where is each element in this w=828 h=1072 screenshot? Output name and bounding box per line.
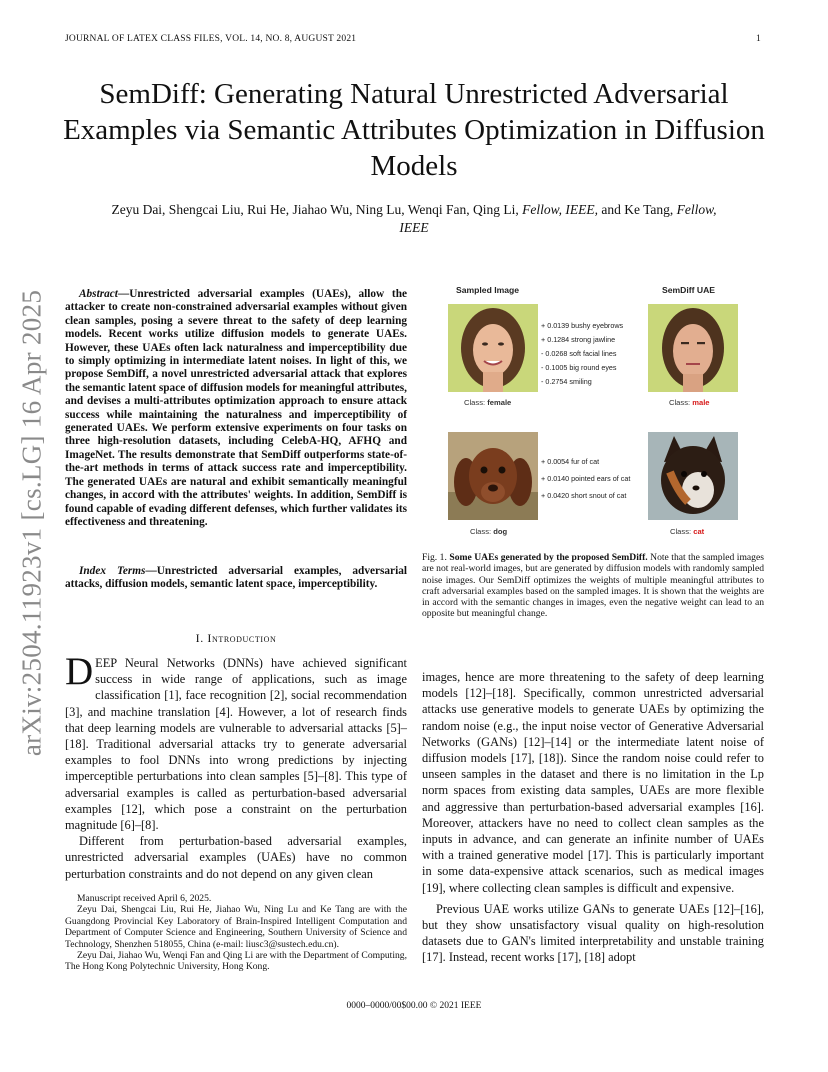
index-terms-label: Index Terms [79,565,146,577]
semdiff-face-image [648,304,738,392]
section-numeral: I. [195,631,204,645]
authors-fellow-2: Fellow, IEEE [399,202,717,235]
introduction-body [65,650,407,882]
abstract-text: —Unrestricted adversarial examples (UAEs), allow the attacker to create non-constrained adversarial examples without given clean samples, posing a severe threat to the safety of deep learning models. Recent works utilize diffusion models to generate UAEs. However, these UAEs often lack naturalness and imperceptibility due to simply optimizing in intermediate latent noises. In light of this, we propose SemDiff, a novel unrestricted adversarial attack that explores the semantic latent space of diffusion models for meaningful attributes, and devises a multi-attributes optimization approach to ensure attack success while maintaining the naturalness and imperceptibility of generated UAEs. We perform extensive experiments on four tasks on three high-resolution datasets, including CelebA-HQ, AFHQ and ImageNet. The results demonstrate that SemDiff outperforms state-of-the-art methods in terms of attack success rate and imperceptibility. The generated UAEs are natural and exhibit semantically meaningful changes, in accord with the attributes' weights. In addition, SemDiff is found capable of evading different defenses, which further validates its effectiveness and threatening. [65,288,407,528]
face-attr-2: + 0.1284 strong jawline [541,335,616,344]
section-name: Introduction [207,631,277,645]
animal-attr-3: + 0.0420 short snout of cat [541,491,627,500]
authors-and: and Ke Tang, [601,202,674,217]
face-attr-1: + 0.0139 bushy eyebrows [541,321,624,330]
arxiv-stamp [12,283,52,763]
drop-cap: D [65,650,94,693]
class-label-female: Class: female [464,398,512,407]
intro-paragraph-2: Different from perturbation-based adversarial examples, unrestricted adversarial examples (UAEs) have no common perturbation constraints and do not depend on any given clean [65,834,407,881]
semdiff-cat-image [648,432,738,520]
intro-p1-text: EEP Neural Networks (DNNs) have achieved significant success in wide range of applications, such as image classification [1], face recognition [2], social recommendation [3], and machine translation [4]. However, a lot of research finds that deep learning models are vulnerable to adversarial attacks [5]–[18]. Traditional adversarial attacks try to generate adversarial examples to fool DNNs into wrong predictions by injecting imperceptible perturbations into clean samples [5]–[8]. This type of adversarial examples is called as perturbation-based adversarial examples [12], which pose a constraint on the perturbation magnitude [6]–[8]. [65,656,407,833]
right-paragraph-2: Previous UAE works utilize GANs to generate UAEs [12]–[16], but they show unsatisfactory visual quality on high-resolution datasets due to GAN's limited interpretability and unstable training [17]. Instead, recent works [17], [18] adopt [422,901,764,965]
authors-fellow-1: Fellow, IEEE, [522,202,598,217]
footnote-received: Manuscript received April 6, 2025. [77,893,212,904]
authors-names: Zeyu Dai, Shengcai Liu, Rui He, Jiahao Wu, Ning Lu, Wenqi Fan, Qing Li, [111,202,519,217]
animal-attr-2: + 0.0140 pointed ears of cat [541,474,631,483]
caption-bold: Some UAEs generated by the proposed SemDiff. [449,552,648,563]
arxiv-id-text: arXiv:2504.11923v1 [cs.LG] 16 Apr 2025 [16,289,47,757]
right-paragraph-1: images, hence are more threatening to the safety of deep learning models [12]–[18]. Specifically, common unrestricted adversarial attacks use generative models to generate UAEs by optimizing the random noise (e.g., the input noise vector of Generative Adversarial Networks (GANs) [12]–[14] or the intermediate latent noise of diffusion models [17], [18]). Since the random noise could refer to unseen samples in the dataset and there is no limitation in the Lp norm spaces from existing data samples, UAEs are more flexible and aggressive than perturbation-based adversarial examples [16]. Moreover, attackers have no need to collect clean samples as the inputs in advance, and can generate an infinite number of UAEs with a trained generative model [17]. This is particularly important in some data-expensive attack scenarios, such as medical images [19], where collecting clean samples is difficult and expensive. [422,670,764,895]
right-column-body [422,669,764,966]
index-terms-text: —Unrestricted adversarial examples, adversarial attacks, diffusion models, semantic latent space, imperceptibility. [65,565,408,591]
abstract-label: Abstract [79,288,118,300]
running-header: JOURNAL OF LATEX CLASS FILES, VOL. 14, NO. 8, AUGUST 2021 [65,34,357,44]
section-heading-introduction [65,631,407,646]
face-attr-4: - 0.1005 big round eyes [541,363,617,372]
caption-label: Fig. 1. [422,552,447,563]
paper-title: SemDiff: Generating Natural Unrestricted Adversarial Examples via Semantic Attributes Optimization in Diffusion Models [63,78,765,182]
sampled-dog-image [448,432,538,520]
intro-paragraph-1 [65,650,407,833]
class-label-cat: Class: cat [670,527,705,536]
figure-1-caption [422,552,764,620]
footnote-affiliation-1: Zeyu Dai, Shengcai Liu, Rui He, Jiahao Wu, Ning Lu and Ke Tang are with the Guangdong Provincial Key Laboratory of Brain-Inspired Intelligent Computation and Department of Computer Science and Engineering, Southern University of Science and Technology, Shenzhen 518055, China (e-mail: liusc3@sustech.edu.cn). [65,904,407,950]
figure-1 [422,282,764,544]
face-attr-3: - 0.0268 soft facial lines [541,349,617,358]
class-label-dog: Class: dog [470,527,508,536]
index-terms [65,565,407,592]
col-heading-sampled: Sampled Image [456,285,520,295]
animal-attr-1: + 0.0054 fur of cat [541,457,600,466]
copyright-footer: 0000–0000/00$00.00 © 2021 IEEE [346,1001,482,1011]
author-list [100,201,728,237]
col-heading-semdiff: SemDiff UAE [662,285,716,295]
class-label-male: Class: male [669,398,710,407]
abstract [65,288,407,529]
footnotes [65,893,407,973]
caption-text: Note that the sampled images are not real-world images, but are generated by diffusion models with randomly sampled noise images. Our SemDiff optimizes the weights of multiple meaningful attributes to craft adversarial examples based on the sampled images. It is shown that the weights are in accord with the semantic changes in images, even the negative weight can lead to an opposite but meaningful change. [422,552,764,620]
page-number: 1 [756,34,761,44]
sampled-face-image [448,304,538,392]
face-attr-5: - 0.2754 smiling [541,377,592,386]
footnote-affiliation-2: Zeyu Dai, Jiahao Wu, Wenqi Fan and Qing Li are with the Department of Computing, The Hong Kong Polytechnic University, Hong Kong. [65,950,407,973]
